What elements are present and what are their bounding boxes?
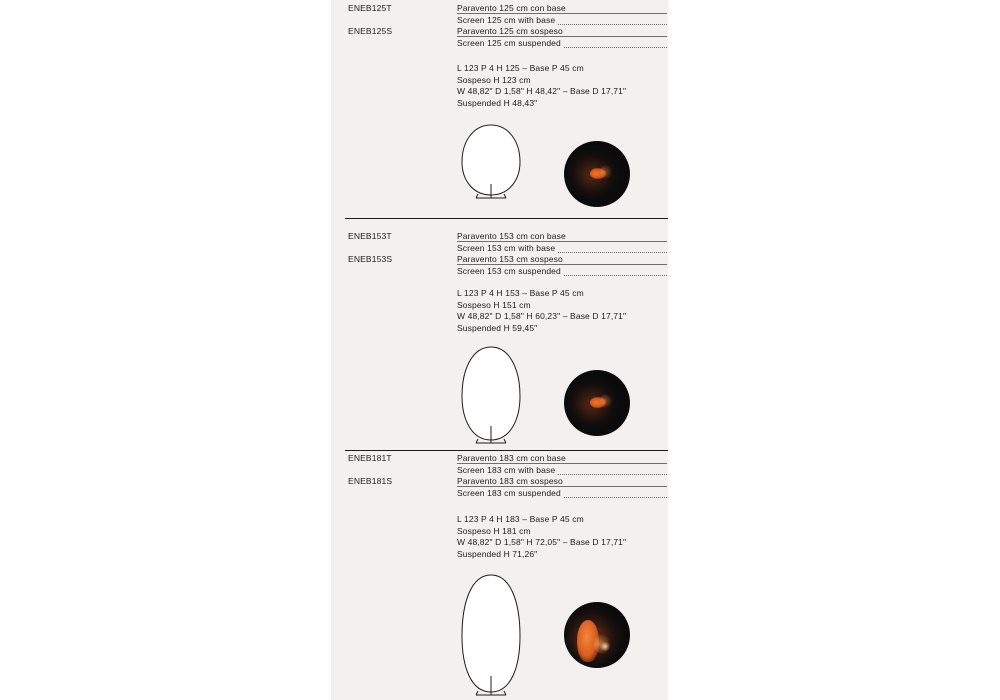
screen-line-drawing	[456, 572, 526, 700]
code-spacer	[348, 15, 453, 27]
product-codes	[348, 3, 453, 38]
product-block	[331, 0, 668, 218]
section-divider	[345, 450, 668, 451]
name-row-it-susp	[457, 476, 668, 488]
name-row-it-base	[457, 453, 668, 465]
product-photo	[564, 141, 630, 207]
page-content	[331, 0, 668, 700]
dimension-line: W 48,82" D 1,58" H 72,05" – Base D 17,71"	[457, 537, 627, 548]
code-suspended: ENEB125S	[348, 26, 393, 37]
name-row-en-susp	[457, 38, 668, 50]
product-codes	[348, 231, 453, 266]
product-photo	[564, 602, 630, 668]
name-it-suspended: Paravento 125 cm sospeso	[457, 26, 566, 36]
name-it-suspended: Paravento 183 cm sospeso	[457, 476, 566, 486]
dimension-line: L 123 P 4 H 125 – Base P 45 cm	[457, 63, 584, 73]
dimension-line: Sospeso H 123 cm	[457, 74, 531, 85]
catalog-page	[331, 0, 668, 700]
name-row-it-base	[457, 3, 668, 15]
name-en-suspended: Screen 125 cm suspended	[457, 38, 564, 48]
name-en-base: Screen 183 cm with base	[457, 465, 558, 475]
name-it-base: Paravento 125 cm con base	[457, 3, 569, 13]
product-block	[331, 450, 668, 700]
dimension-line: L 123 P 4 H 183 – Base P 45 cm	[457, 514, 584, 524]
product-block	[331, 218, 668, 450]
name-it-base: Paravento 183 cm con base	[457, 453, 569, 463]
code-spacer	[348, 243, 453, 255]
section-divider	[345, 218, 668, 219]
product-names	[457, 231, 668, 277]
name-row-en-susp	[457, 266, 668, 278]
code-suspended: ENEB181S	[348, 476, 393, 487]
dimension-line: L 123 P 4 H 153 – Base P 45 cm	[457, 288, 584, 298]
name-row-en-susp	[457, 488, 668, 500]
dimension-line: W 48,82" D 1,58" H 48,42" – Base D 17,71"	[457, 86, 627, 97]
name-row-en-base	[457, 243, 668, 255]
name-en-suspended: Screen 183 cm suspended	[457, 488, 564, 498]
product-names	[457, 3, 668, 49]
name-en-base: Screen 153 cm with base	[457, 243, 558, 253]
code-table: ENEB153T	[348, 231, 392, 241]
dimension-line: Sospeso H 151 cm	[457, 299, 531, 310]
product-codes	[348, 453, 453, 488]
code-spacer	[348, 465, 453, 477]
dimension-line: Suspended H 48,43"	[457, 97, 538, 108]
name-row-it-susp	[457, 254, 668, 266]
name-it-suspended: Paravento 153 cm sospeso	[457, 254, 566, 264]
product-dimensions	[457, 514, 668, 560]
goldfish-highlight	[600, 642, 610, 651]
name-row-en-base	[457, 15, 668, 27]
dimension-line: Suspended H 59,45"	[457, 322, 538, 333]
code-table: ENEB125T	[348, 3, 392, 13]
goldfish-tail	[600, 394, 612, 408]
product-dimensions	[457, 288, 668, 334]
dimension-line: W 48,82" D 1,58" H 60,23" – Base D 17,71"	[457, 311, 627, 322]
name-it-base: Paravento 153 cm con base	[457, 231, 569, 241]
code-table: ENEB181T	[348, 453, 392, 463]
product-dimensions	[457, 63, 668, 109]
dimension-line: Suspended H 71,26"	[457, 548, 538, 559]
name-row-it-base	[457, 231, 668, 243]
product-photo	[564, 370, 630, 436]
name-en-base: Screen 125 cm with base	[457, 15, 558, 25]
name-en-suspended: Screen 153 cm suspended	[457, 266, 564, 276]
goldfish-tail	[600, 165, 612, 179]
dimension-line: Sospeso H 181 cm	[457, 525, 531, 536]
product-names	[457, 453, 668, 499]
name-row-it-susp	[457, 26, 668, 38]
screen-line-drawing	[456, 344, 526, 449]
code-suspended: ENEB153S	[348, 254, 393, 265]
name-row-en-base	[457, 465, 668, 477]
screen-line-drawing	[456, 122, 526, 204]
